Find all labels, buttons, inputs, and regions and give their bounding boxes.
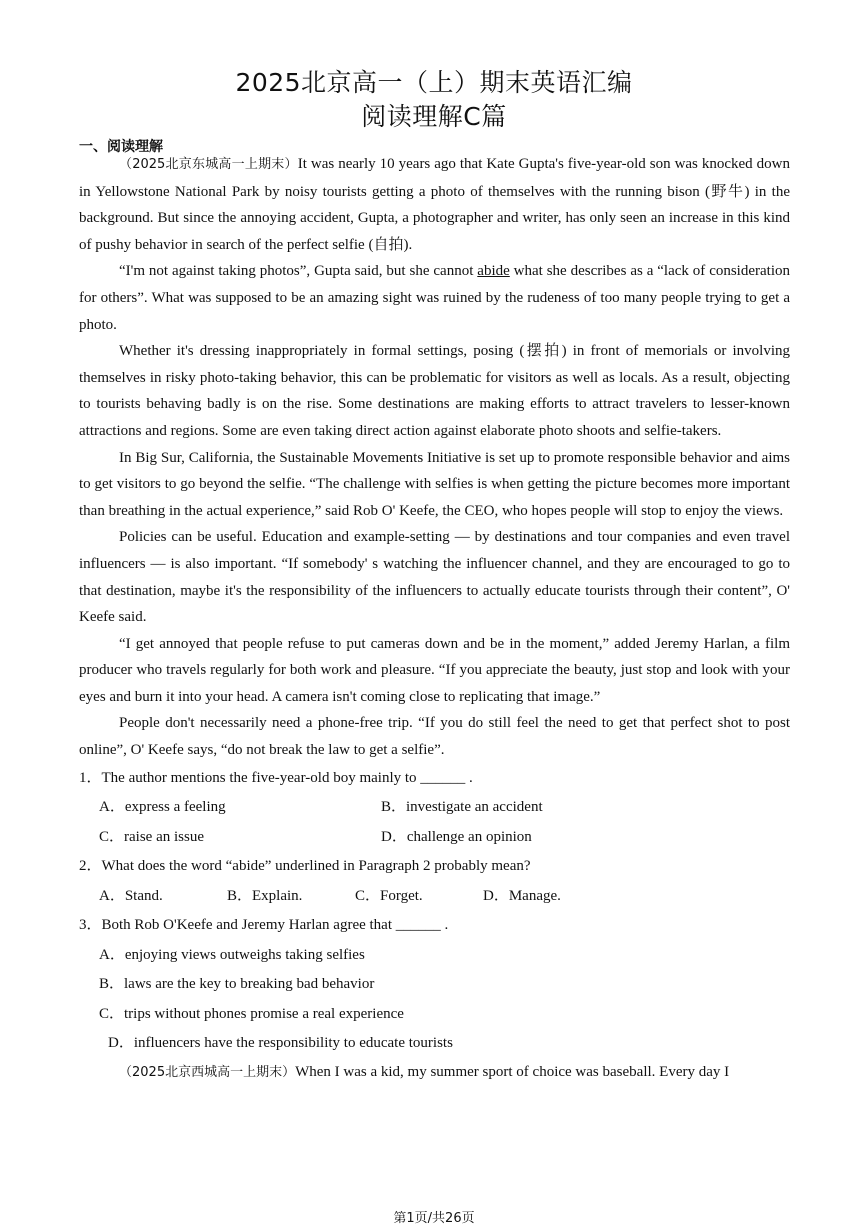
paragraph-1: （2025北京东城高一上期末）It was nearly 10 years ago that Kate Gupta's five-year-old son was knocked down in Yellowstone National Park by noisy tourists getting a photo of themselves with the running bison (野牛) in the background. But since the annoying accident, Gupta, a photographer and writer, has only seen an increase in this kind of pushy behavior in search of the perfect selfie (自拍). <box>79 156 790 253</box>
question-3-stem: 3．Both Rob O'Keefe and Jeremy Harlan agree that ______ . <box>79 917 449 934</box>
paragraph-7: People don't necessarily need a phone-free trip. “If you do still feel the need to get that perfect shot to post online”, O' Keefe says, “do not break the law to get a selfie”. <box>79 715 790 759</box>
option-c: C．trips without phones promise a real experience <box>99 1005 404 1022</box>
document-subtitle: 阅读理解C篇 <box>361 102 507 131</box>
question-1-options-row-1 <box>79 793 790 823</box>
question-2-stem: 2．What does the word “abide” underlined in Paragraph 2 probably mean? <box>79 858 531 875</box>
option-b: B．Explain. <box>227 887 303 904</box>
paragraph-5: Policies can be useful. Education and example-setting — by destinations and tour companies and even travel influencers — is also important. “If somebody' s watching the influencer channel, and they are encouraged to go to that destination, maybe it's the responsibility of the influencers to actually educate tourists through their content”, O' Keefe said. <box>79 529 790 626</box>
next-passage-start: （2025北京西城高一上期末）When I was a kid, my summer sport of choice was baseball. Every day I <box>119 1063 730 1080</box>
underlined-word: abide <box>477 263 510 280</box>
paragraph-3: Whether it's dressing inappropriately in formal settings, posing (摆拍) in front of memorials or involving themselves in risky photo-taking behavior, this can be problematic for visitors as well as locals. As a result, objecting to tourists behaving badly is on the rise. Some destinations are making efforts to attract travelers to lesser-known attractions and regions. Some are even taking direct action against elaborate photo shoots and selfie-takers. <box>79 343 790 439</box>
option-b: B．laws are the key to breaking bad behavior <box>99 976 375 993</box>
option-d: D．influencers have the responsibility to educate tourists <box>108 1035 453 1052</box>
document-title: 2025北京高一（上）期末英语汇编 <box>235 68 633 97</box>
option-c: C．Forget. <box>355 887 423 904</box>
option-d: D．Manage. <box>483 887 561 904</box>
paragraph-4: In Big Sur, California, the Sustainable Movements Initiative is set up to promote responsible behavior and aims to get visitors to go beyond the selfie. “The challenge with selfies is when getting the picture becomes more important than breathing in the actual experience,” said Rob O' Keefe, the CEO, who hopes people will stop to enjoy the views. <box>79 449 790 519</box>
question-1-stem: 1．The author mentions the five-year-old boy mainly to ______ . <box>79 769 473 786</box>
option-c: C．raise an issue <box>99 828 204 845</box>
paragraph-2: “I'm not against taking photos”, Gupta said, but she cannot abide what she describes as a “lack of consideration for others”. What was supposed to be an amazing sight was ruined by the rudeness of too many people trying to get a photo. <box>79 263 790 333</box>
question-1-options-row-2 <box>79 823 790 853</box>
option-a: A．Stand. <box>99 887 163 904</box>
document-body <box>79 151 790 1086</box>
section-heading: 一、阅读理解 <box>79 139 163 155</box>
option-a: A．enjoying views outweighs taking selfies <box>99 946 365 963</box>
page-number: 第1页/共26页 <box>393 1211 475 1226</box>
paragraph-6: “I get annoyed that people refuse to put cameras down and be in the moment,” added Jeremy Harlan, a film producer who travels regularly for both work and pleasure. “If you appreciate the beauty, just stop and look with your eyes and burn it into your head. A camera isn't coming close to replicating that image.” <box>79 635 790 705</box>
option-a: A．express a feeling <box>99 799 226 816</box>
source-label: （2025北京西城高一上期末） <box>119 1064 296 1080</box>
option-d: D．challenge an opinion <box>381 828 532 845</box>
option-b: B．investigate an accident <box>381 799 543 816</box>
source-label: （2025北京东城高一上期末） <box>119 157 298 172</box>
question-2-options <box>79 882 790 912</box>
